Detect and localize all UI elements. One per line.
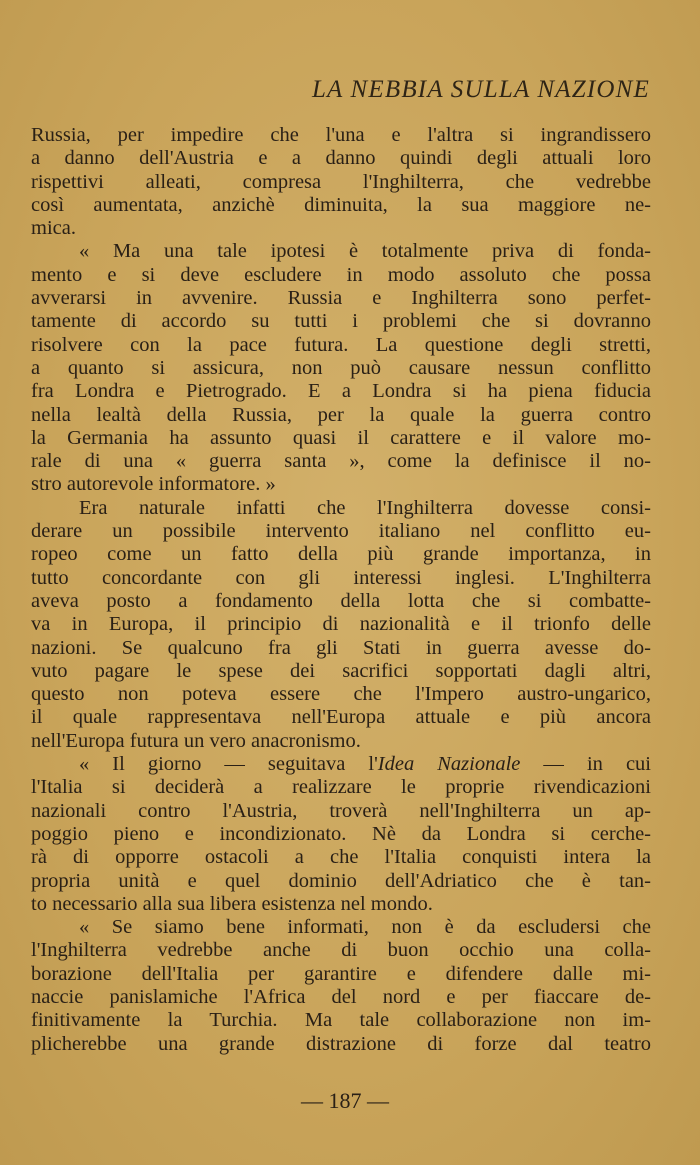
text-line: nella lealtà della Russia, per la quale la guerra contro — [31, 403, 651, 426]
text-line: mento e si deve escludere in modo assoluto che possa — [31, 263, 651, 286]
text-segment: — in cui — [520, 753, 651, 776]
newspaper-title: Idea Nazionale — [377, 753, 521, 776]
text-line: la Germania ha assunto quasi il carattere e il valore mo- — [31, 426, 651, 449]
text-line: a danno dell'Austria e a danno quindi degli attuali loro — [31, 147, 651, 170]
text-line: Era naturale infatti che l'Inghilterra dovesse consi- — [79, 496, 651, 519]
text-line: il quale rappresentava nell'Europa attuale e più ancora — [31, 706, 651, 729]
text-line: Russia, per impedire che l'una e l'altra si ingrandissero — [31, 124, 651, 146]
text-line: va in Europa, il principio di nazionalità e il trionfo delle — [31, 613, 651, 636]
text-line: poggio pieno e incondizionato. Nè da Londra si cerche- — [31, 822, 651, 845]
text-line: l'Italia si deciderà a realizzare le proprie rivendicazioni — [31, 776, 651, 799]
text-line: risolvere con la pace futura. La questione degli stretti, — [31, 333, 651, 356]
text-line: tamente di accordo su tutti i problemi che si dovranno — [31, 310, 651, 333]
text-line: tutto concordante con gli interessi inglesi. L'Inghilterra — [31, 566, 651, 589]
text-segment: « Il giorno — seguitava l' — [79, 753, 378, 776]
text-line: avverarsi in avvenire. Russia e Inghilterra sono perfet- — [31, 287, 651, 310]
text-line: fra Londra e Pietrogrado. E a Londra si ha piena fiducia — [31, 380, 651, 403]
body-text — [31, 124, 651, 1056]
text-line: così aumentata, anzichè diminuita, la sua maggiore ne- — [31, 193, 651, 216]
text-line — [31, 753, 651, 776]
text-line: questo non poteva essere che l'Impero austro-ungarico, — [31, 683, 651, 706]
text-line: l'Inghilterra vedrebbe anche di buon occhio una colla- — [31, 939, 651, 962]
text-line: a quanto si assicura, non può causare nessun conflitto — [31, 356, 651, 379]
page-number: — 187 — — [301, 1088, 389, 1113]
text-line: « Se siamo bene informati, non è da escludersi che — [79, 916, 651, 939]
text-line: to necessario alla sua libera esistenza nel mondo. — [31, 892, 433, 915]
text-line: aveva posto a fondamento della lotta che si combatte- — [31, 589, 651, 612]
text-line: « Ma una tale ipotesi è totalmente priva di fonda- — [79, 240, 651, 263]
text-line: plicherebbe una grande distrazione di forze dal teatro — [31, 1032, 651, 1055]
text-line: propria unità e quel dominio dell'Adriatico che è tan- — [31, 869, 651, 892]
text-line: derare un possibile intervento italiano nel conflitto eu- — [31, 520, 651, 543]
text-line: nell'Europa futura un vero anacronismo. — [31, 729, 361, 752]
text-line: rà di opporre ostacoli a che l'Italia conquisti intera la — [31, 846, 651, 869]
text-line: naccie panislamiche l'Africa del nord e per fiaccare de- — [31, 985, 651, 1008]
text-line: nazioni. Se qualcuno fra gli Stati in guerra avesse do- — [31, 636, 651, 659]
text-line: ropeo come un fatto della più grande importanza, in — [31, 543, 651, 566]
text-line: stro autorevole informatore. » — [31, 473, 276, 496]
text-line: vuto pagare le spese dei sacrifici sopportati dagli altri, — [31, 659, 651, 682]
text-line: nazionali contro l'Austria, troverà nell'Inghilterra un ap- — [31, 799, 651, 822]
text-line: rale di una « guerra santa », come la definisce il no- — [31, 450, 651, 473]
text-line: mica. — [31, 217, 76, 240]
text-line: rispettivi alleati, compresa l'Inghilterra, che vedrebbe — [31, 170, 651, 193]
text-line: finitivamente la Turchia. Ma tale collaborazione non im- — [31, 1009, 651, 1032]
running-title: LA NEBBIA SULLA NAZIONE — [311, 76, 650, 103]
text-line: borazione dell'Italia per garantire e difendere dalle mi- — [31, 962, 651, 985]
